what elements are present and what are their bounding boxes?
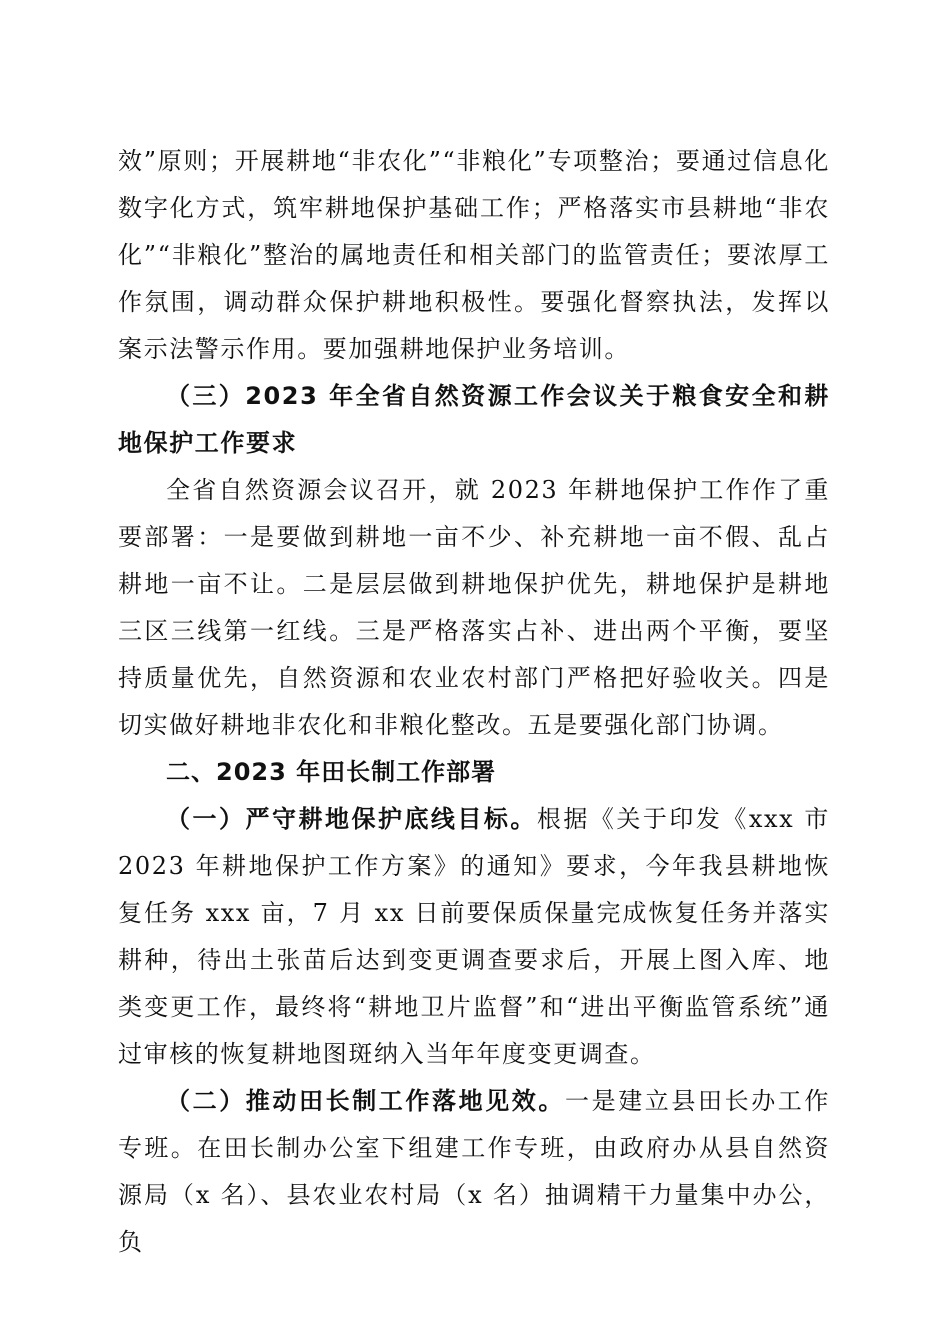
item-2-body: 一是建立县田长办工作专班。在田长制办公室下组建工作专班，由政府办从县自然资源局（x 名）、县农业农村局（x 名）抽调精干力量集中办公，负 — [118, 1087, 830, 1256]
paragraph-item-2 — [118, 1078, 830, 1266]
item-2-lead: （二）推动田长制工作落地见效。 — [166, 1087, 565, 1115]
item-1-body: 根据《关于印发《xxx 市 2023 年耕地保护工作方案》的通知》要求，今年我县耕地恢复任务 xxx 亩，7 月 xx 日前要保质保量完成恢复任务并落实耕种，待出土张苗后达到变更调查要求后，开展上图入库、地类变更工作，最终将“耕地卫片监督”和“进出平衡监管系统”通过审核的恢复耕地图斑纳入当年年度变更调查。 — [118, 805, 830, 1068]
paragraph-continued: 效”原则；开展耕地“非农化”“非粮化”专项整治；要通过信息化数字化方式，筑牢耕地保护基础工作；严格落实市县耕地“非农化”“非粮化”整治的属地责任和相关部门的监管责任；要浓厚工作氛围，调动群众保护耕地积极性。要强化督察执法，发挥以案示法警示作用。要加强耕地保护业务培训。 — [118, 147, 830, 363]
section-heading-2: 二、2023 年田长制工作部署 — [166, 758, 497, 786]
document-body — [118, 138, 830, 1266]
paragraph-meeting-requirements: 全省自然资源会议召开，就 2023 年耕地保护工作作了重要部署：一是要做到耕地一亩不少、补充耕地一亩不假、乱占耕地一亩不让。二是层层做到耕地保护优先，耕地保护是耕地三区三线第一红线。三是严格落实占补、进出两个平衡，要坚持质量优先，自然资源和农业农村部门严格把好验收关。四是切实做好耕地非农化和非粮化整改。五是要强化部门协调。 — [118, 476, 830, 739]
paragraph-item-1 — [118, 796, 830, 1078]
section-heading-3: （三）2023 年全省自然资源工作会议关于粮食安全和耕地保护工作要求 — [118, 382, 830, 457]
item-1-lead: （一）严守耕地保护底线目标。 — [166, 805, 537, 833]
